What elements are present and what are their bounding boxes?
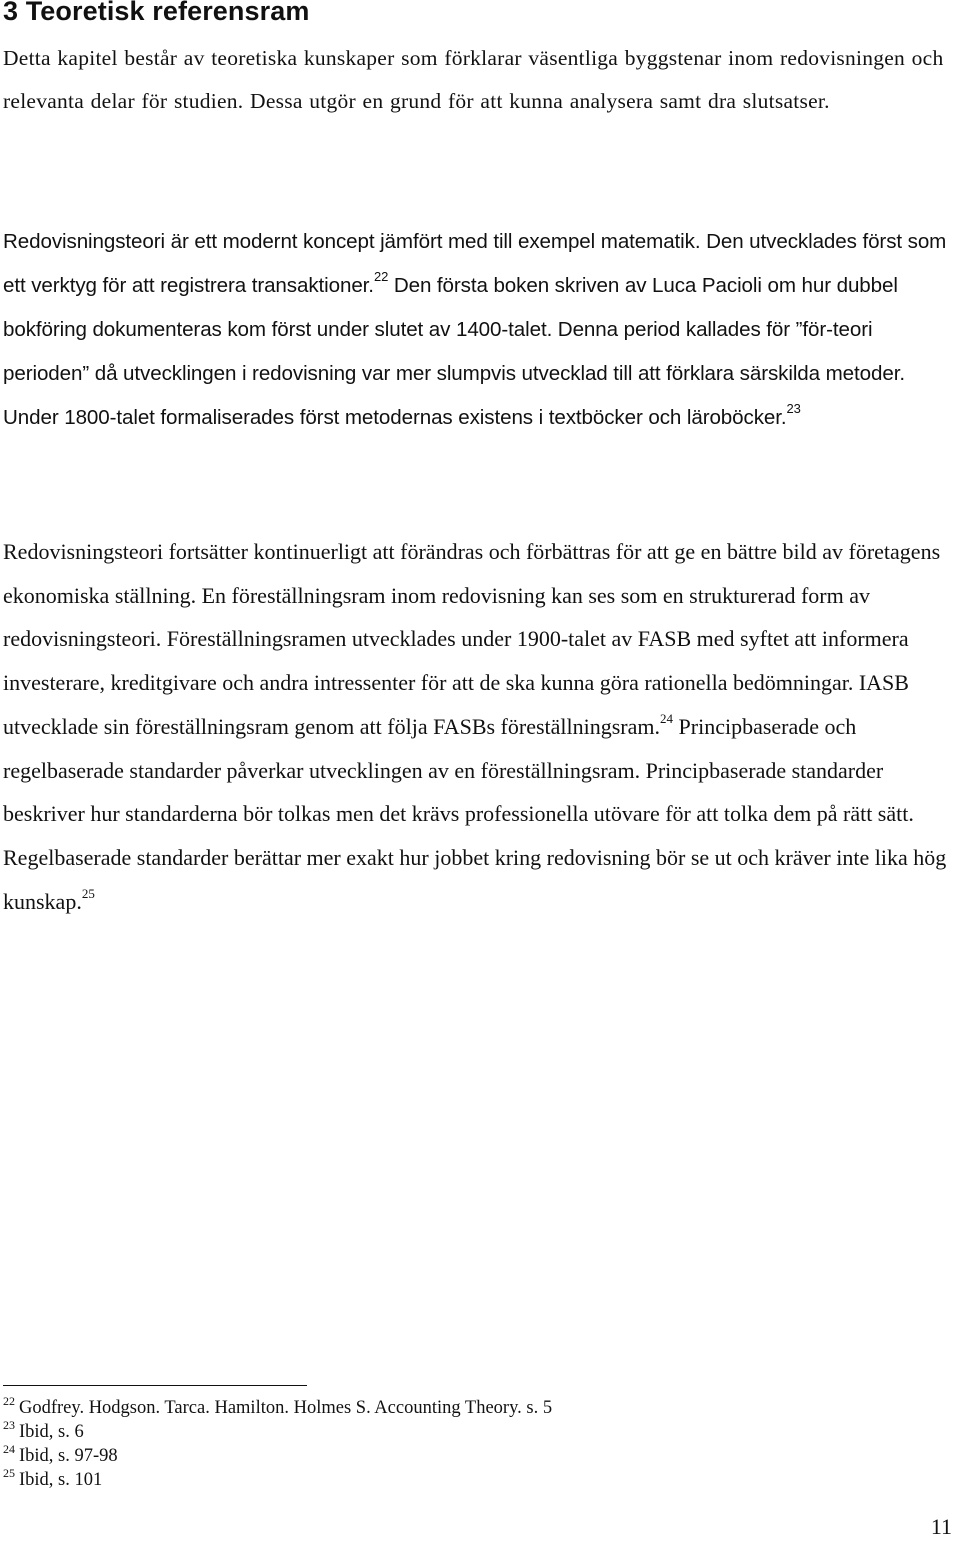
footnote-item <box>3 1468 552 1492</box>
history-text-1: Redovisningsteori är ett modernt koncept jämfört med till exempel matematik. Den utvecklades först som ett verktyg för att registrera transaktioner. <box>3 230 947 297</box>
footnote-divider <box>3 1385 307 1386</box>
framework-text-1: Redovisningsteori fortsätter kontinuerligt att förändras och förbättras för att ge en bättre bild av företagens ekonomiska ställning. En föreställningsram inom redovisning kan ses som en strukturerad form av redovisningsteori. Föreställningsramen utvecklades under 1900-talet av FASB med syftet att informera investerare, kreditgivare och andra intressenter för att de ska kunna göra rationella bedömningar. IASB utvecklade sin föreställningsram genom att följa FASBs föreställningsram. <box>3 539 941 739</box>
chapter-heading: 3 Teoretisk referensram <box>3 0 310 26</box>
framework-text-2: Principbaserade och regelbaserade standarder påverkar utvecklingen av en föreställningsram. Principbaserade standarder beskriver hur standarderna bör tolkas men det krävs professionella utövare för att tolka dem på rätt sätt. Regelbaserade standarder berättar mer exakt hur jobbet kring redovisning bör se ut och kräver inte lika hög kunskap. <box>3 713 947 914</box>
footnote-text: Ibid, s. 6 <box>19 1422 84 1442</box>
footnote-number: 22 <box>3 1394 15 1408</box>
history-paragraph <box>3 220 948 440</box>
page-number: 11 <box>930 1514 952 1539</box>
framework-paragraph <box>3 530 948 923</box>
footnote-item <box>3 1420 552 1444</box>
intro-paragraph: Detta kapitel består av teoretiska kunskaper som förklarar väsentliga byggstenar inom redovisningen och relevanta delar för studien. Dessa utgör en grund för att kunna analysera samt dra slutsatser. <box>3 46 944 113</box>
history-text-2: Den första boken skriven av Luca Pacioli om hur dubbel bokföring dokumenteras kom först under slutet av 1400-talet. Denna period kallades för ”för-teori perioden” då utvecklingen i redovisning var mer slumpvis utvecklad till att förklara särskilda metoder. Under 1800-talet formaliserades först metodernas existens i textböcker och läroböcker. <box>3 274 905 429</box>
footnote-text: Ibid, s. 101 <box>19 1470 103 1490</box>
footnote-number: 23 <box>3 1418 15 1432</box>
footnote-ref-23[interactable]: 23 <box>786 401 801 416</box>
footnote-item <box>3 1396 552 1420</box>
footnote-ref-24[interactable]: 24 <box>660 710 674 726</box>
footnote-number: 25 <box>3 1466 15 1480</box>
footnote-ref-25[interactable]: 25 <box>81 885 95 901</box>
footnote-item <box>3 1444 552 1468</box>
footnote-text: Godfrey. Hodgson. Tarca. Hamilton. Holmes S. Accounting Theory. s. 5 <box>19 1398 553 1418</box>
footnote-text: Ibid, s. 97-98 <box>19 1446 118 1466</box>
footnote-list <box>3 1396 552 1492</box>
footnote-number: 24 <box>3 1442 15 1456</box>
footnote-ref-22[interactable]: 22 <box>373 269 389 284</box>
